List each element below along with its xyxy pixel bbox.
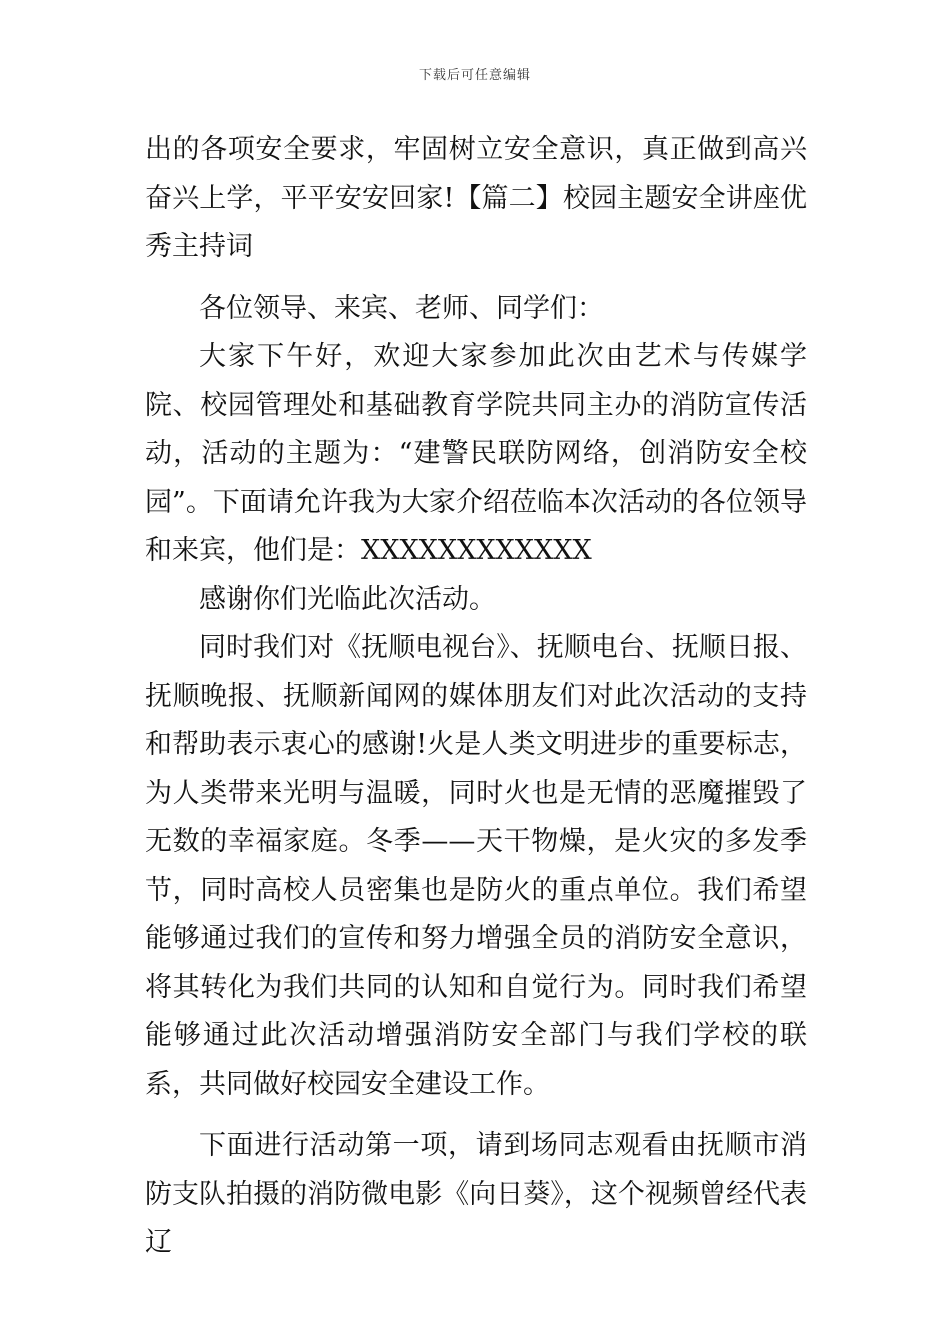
paragraph-welcome: 大家下午好，欢迎大家参加此次由艺术与传媒学院、校园管理处和基础教育学院共同主办的消防宣传活动，活动的主题为：“建警民联防网络，创消防安全校园”。下面请允许我为大家介绍莅临本次活动的各位领导和来宾，他们是：XXXXXXXXXXXX [145,341,807,566]
document-body [145,126,807,1268]
page-header-note: 下载后可任意编辑 [418,68,531,83]
paragraph-thanks: 感谢你们光临此次活动。 [199,583,496,615]
paragraph-continuation: 出的各项安全要求，牢固树立安全意识，真正做到高兴奋兴上学，平平安安回家!【篇二】校园主题安全讲座优秀主持词 [145,134,807,262]
paragraph-greeting: 各位领导、来宾、老师、同学们： [199,292,604,324]
paragraph-media-thanks: 同时我们对《抚顺电视台》、抚顺电台、抚顺日报、抚顺晚报、抚顺新闻网的媒体朋友们对此次活动的支持和帮助表示衷心的感谢!火是人类文明进步的重要标志，为人类带来光明与温暖，同时火也是无情的恶魔摧毁了无数的幸福家庭。冬季——天干物燥，是火灾的多发季节，同时高校人员密集也是防火的重点单位。我们希望能够通过我们的宣传和努力增强全员的消防安全意识，将其转化为我们共同的认知和自觉行为。同时我们希望能够通过此次活动增强消防安全部门与我们学校的联系，共同做好校园安全建设工作。 [145,632,807,1100]
paragraph-first-item: 下面进行活动第一项，请到场同志观看由抚顺市消防支队拍摄的消防微电影《向日葵》，这个视频曾经代表辽 [145,1130,807,1258]
